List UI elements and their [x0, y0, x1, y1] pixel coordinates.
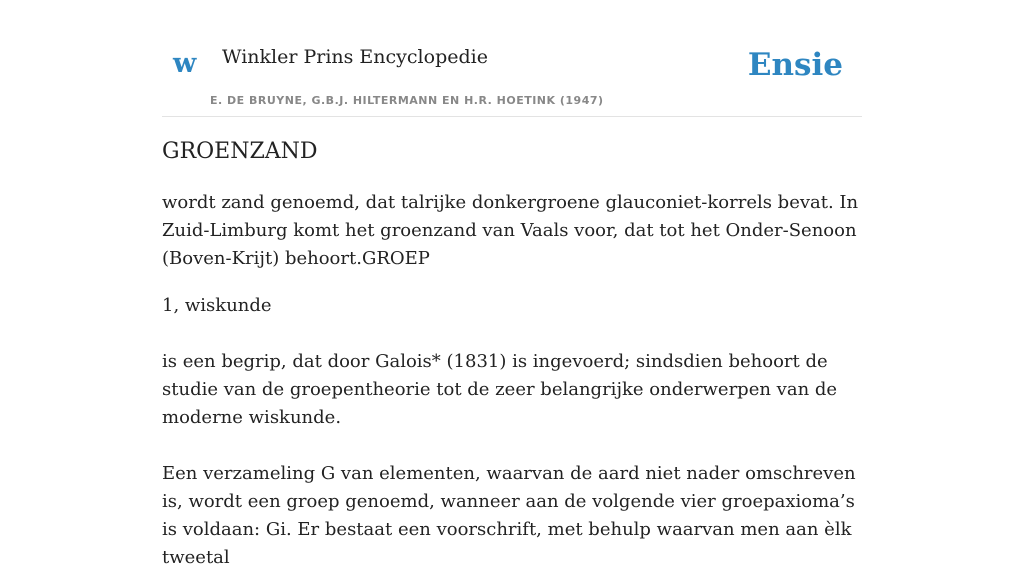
encyclopedia-logo-icon[interactable]: w — [173, 48, 197, 79]
article-content — [162, 138, 864, 572]
article-title: GROENZAND — [162, 139, 318, 164]
article-paragraph: Een verzameling G van elementen, waarvan de aard niet nader omschreven is, wordt een groep genoemd, wanneer aan de volgende vier groepaxioma’s is voldaan: Gi. Er bestaat een voorschrift, met behulp waarvan men aan èlk tweetal — [162, 462, 856, 568]
article-paragraph: is een begrip, dat door Galois* (1831) is ingevoerd; sindsdien behoort de studie van de groepentheorie tot de zeer belangrijke onderwerpen van de moderne wiskunde. — [162, 350, 838, 428]
article-paragraph: 1, wiskunde — [162, 294, 272, 316]
site-header — [162, 0, 862, 117]
ensie-logo[interactable]: Ensie — [747, 47, 843, 83]
authors-line: E. DE BRUYNE, G.B.J. HILTERMANN EN H.R. HOETINK (1947) — [210, 94, 604, 107]
book-title[interactable]: Winkler Prins Encyclopedie — [222, 46, 488, 68]
article-paragraph: wordt zand genoemd, dat talrijke donkergroene glauconiet-korrels bevat. In Zuid-Limburg komt het groenzand van Vaals voor, dat tot het Onder-Senoon (Boven-Krijt) behoort.GROEP — [162, 191, 859, 269]
